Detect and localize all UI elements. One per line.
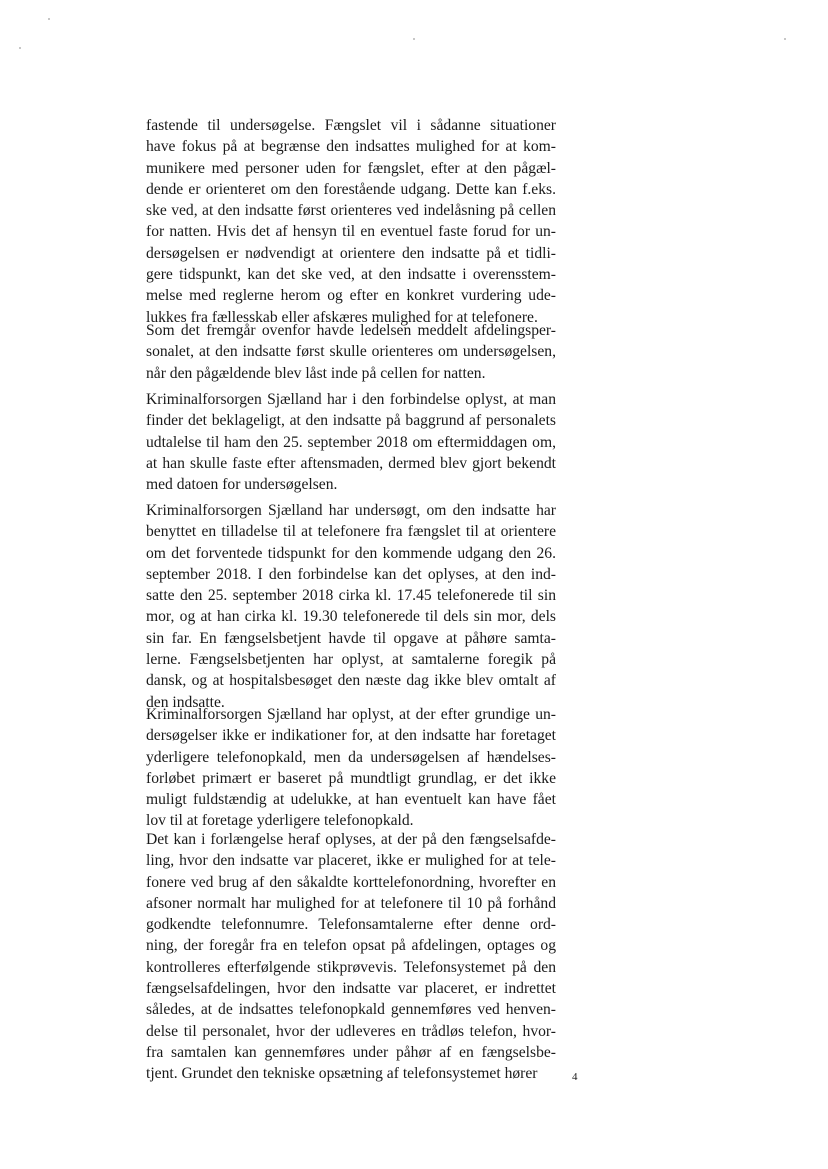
text-line: lov til at foretage yderligere telefonopkald.	[146, 812, 414, 830]
text-line: godkendte telefonnumre. Telefonsamtalerne efter denne ord-	[146, 916, 556, 934]
text-line: sonalet, at den indsatte først skulle orienteres om undersøgelsen,	[146, 343, 556, 361]
text-line: have fokus på at begrænse den indsattes mulighed for at kom-	[146, 138, 556, 156]
text-line: sin far. En fængselsbetjent havde til opgave at påhøre samta-	[146, 629, 556, 647]
text-line: fonere ved brug af den såkaldte korttelefonordning, hvorefter en	[146, 873, 556, 891]
text-line: således, at de indsattes telefonopkald gennemføres ved henven-	[146, 1001, 556, 1019]
text-line: Kriminalforsorgen Sjælland har i den forbindelse oplyst, at man	[146, 391, 556, 408]
text-line: finder det beklageligt, at den indsatte på baggrund af personalets	[146, 412, 556, 430]
paragraph-5	[146, 704, 556, 832]
text-line: kontrolleres efterfølgende stikprøvevis. Telefonsystemet på den	[146, 958, 556, 976]
text-line: Kriminalforsorgen Sjælland har oplyst, at der efter grundige un-	[146, 706, 556, 723]
paragraph-3	[146, 389, 556, 495]
text-line: når den pågældende blev låst inde på cellen for natten.	[146, 364, 486, 382]
scan-speck	[784, 38, 786, 40]
scan-speck	[413, 38, 415, 40]
text-line: melse med reglerne herom og efter en konkret vurdering ude-	[146, 287, 556, 305]
text-line: mor, og at han cirka kl. 19.30 telefonerede til dels sin mor, dels	[146, 608, 556, 626]
paragraph-2	[146, 320, 556, 384]
text-line: Som det fremgår ovenfor havde ledelsen meddelt afdelingsper-	[146, 322, 556, 339]
paragraph-4	[146, 500, 556, 713]
text-line: fængselsafdelingen, hvor den indsatte var placeret, er indrettet	[146, 980, 556, 998]
text-line: Det kan i forlængelse heraf oplyses, at der på den fængselsafde-	[146, 831, 556, 848]
text-line: lukkes fra fællesskab eller afskæres mulighed for at telefonere.	[146, 308, 538, 326]
text-line: dansk, og at hospitalsbesøget den næste dag ikke blev omtalt af	[146, 672, 556, 690]
text-line: muligt fuldstændig at udelukke, at han eventuelt kan have fået	[146, 791, 556, 809]
text-line: munikere med personer uden for fængslet, efter at den pågæl-	[146, 159, 556, 177]
text-line: lerne. Fængselsbetjenten har oplyst, at samtalerne foregik på	[146, 651, 556, 669]
text-line: om det forventede tidspunkt for den kommende udgang den 26.	[146, 544, 556, 562]
page-number: 4	[572, 1071, 578, 1083]
text-line: satte den 25. september 2018 cirka kl. 17.45 telefonerede til sin	[146, 587, 556, 605]
text-line: tjent. Grundet den tekniske opsætning af telefonsystemet hører	[146, 1065, 538, 1083]
paragraph-1	[146, 115, 556, 328]
text-line: med datoen for undersøgelsen.	[146, 476, 338, 494]
text-line: fastende til undersøgelse. Fængslet vil i sådanne situationer	[146, 117, 556, 134]
text-line: ling, hvor den indsatte var placeret, ikke er mulighed for at tele-	[146, 852, 556, 870]
text-line: afsoner normalt har mulighed for at telefonere til 10 på forhånd	[146, 894, 556, 912]
text-line: ning, der foregår fra en telefon opsat på afdelingen, optages og	[146, 937, 556, 955]
text-line: for natten. Hvis det af hensyn til en eventuel faste forud for un-	[146, 223, 556, 241]
text-line: fra samtalen kan gennemføres under påhør af en fængselsbe-	[146, 1043, 556, 1061]
text-line: dende er orienteret om den forestående udgang. Dette kan f.eks.	[146, 180, 556, 198]
text-line: dersøgelser ikke er indikationer for, at den indsatte har foretaget	[146, 727, 556, 745]
text-line: gere tidspunkt, kan det ske ved, at den indsatte i overensstem-	[146, 266, 556, 284]
text-line: at han skulle faste efter aftensmaden, dermed blev gjort bekendt	[146, 454, 556, 472]
text-line: yderligere telefonopkald, men da undersøgelsen af hændelses-	[146, 748, 556, 766]
text-line: Kriminalforsorgen Sjælland har undersøgt, om den indsatte har	[146, 502, 556, 519]
text-line: benyttet en tilladelse til at telefonere fra fængslet til at orientere	[146, 523, 556, 541]
text-line: delse til personalet, hvor der udleveres en trådløs telefon, hvor-	[146, 1022, 556, 1040]
paragraph-6	[146, 829, 556, 1085]
scan-speck	[48, 18, 50, 20]
text-line: ske ved, at den indsatte først orienteres ved indelåsning på cellen	[146, 202, 556, 220]
text-line: den indsatte.	[146, 693, 225, 711]
text-line: dersøgelsen er nødvendigt at orientere den indsatte på et tidli-	[146, 244, 556, 262]
text-line: udtalelse til ham den 25. september 2018 om eftermiddagen om,	[146, 433, 556, 451]
text-line: september 2018. I den forbindelse kan det oplyses, at den ind-	[146, 565, 556, 583]
text-line: forløbet primært er baseret på mundtligt grundlag, er det ikke	[146, 769, 556, 787]
scan-speck	[19, 47, 21, 49]
